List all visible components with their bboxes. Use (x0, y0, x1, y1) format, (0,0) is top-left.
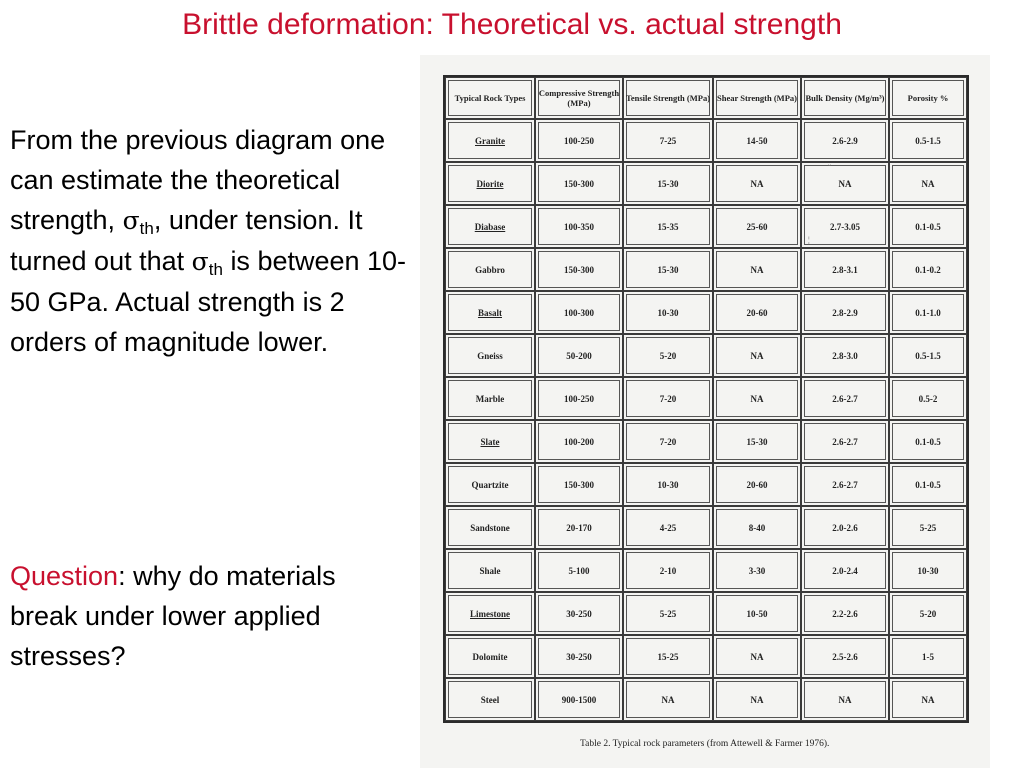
header-tensile-strength (623, 77, 713, 119)
cell-bulk-density: 2.0-2.6 (801, 506, 889, 549)
cell-bulk-density: 2.6-2.9 (801, 119, 889, 162)
table-row (445, 334, 967, 377)
cell-porosity: 0.1-1.0 (889, 291, 967, 334)
header-compressive-strength (535, 77, 623, 119)
cell-bulk-density: NA (801, 678, 889, 721)
cell-compressive-strength: 30-250 (535, 592, 623, 635)
table-header-row (445, 77, 967, 119)
explanation-part-2: , under tension. It turned out that (10, 205, 363, 276)
cell-porosity: NA (889, 678, 967, 721)
header-porosity-label: Porosity % (907, 93, 949, 103)
cell-tensile-strength: 4-25 (623, 506, 713, 549)
header-bulk-density-label: Bulk Density (Mg/m³) (805, 93, 885, 103)
rock-name-label: Sandstone (470, 522, 510, 533)
table-caption: Table 2. Typical rock parameters (from Attewell & Farmer 1976). (580, 739, 830, 749)
header-shear-strength (713, 77, 801, 119)
cell-porosity: NA (889, 162, 967, 205)
cell-compressive-strength: 100-300 (535, 291, 623, 334)
cell-bulk-density: 2.0-2.4 (801, 549, 889, 592)
table-row (445, 377, 967, 420)
cell-porosity: 0.1-0.5 (889, 420, 967, 463)
table-row (445, 506, 967, 549)
header-porosity (889, 77, 967, 119)
cell-porosity: 10-30 (889, 549, 967, 592)
cell-rock-name (445, 162, 535, 205)
cell-compressive-strength: 50-200 (535, 334, 623, 377)
cell-shear-strength: NA (713, 377, 801, 420)
cell-tensile-strength: 15-30 (623, 248, 713, 291)
cell-shear-strength: NA (713, 248, 801, 291)
rock-name-label: Shale (479, 565, 501, 576)
rock-name-label: Diabase (474, 221, 506, 232)
cell-tensile-strength: 7-20 (623, 420, 713, 463)
cell-shear-strength: 10-50 (713, 592, 801, 635)
cell-compressive-strength: 150-300 (535, 162, 623, 205)
cell-tensile-strength: 5-25 (623, 592, 713, 635)
table-row (445, 248, 967, 291)
cell-tensile-strength: 15-25 (623, 635, 713, 678)
table-row (445, 291, 967, 334)
cell-porosity: 0.1-0.5 (889, 463, 967, 506)
cell-bulk-density: 2.8-2.9 (801, 291, 889, 334)
cell-tensile-strength: 10-30 (623, 291, 713, 334)
explanation-text (10, 120, 410, 362)
cell-bulk-density: 2.7-3.05 (801, 205, 889, 248)
cell-porosity: 0.1-0.5 (889, 205, 967, 248)
cell-tensile-strength: 10-30 (623, 463, 713, 506)
cell-porosity: 5-20 (889, 592, 967, 635)
table-row (445, 678, 967, 721)
cell-rock-name (445, 463, 535, 506)
cell-porosity: 0.5-1.5 (889, 334, 967, 377)
cell-shear-strength: NA (713, 162, 801, 205)
cell-porosity: 0.1-0.2 (889, 248, 967, 291)
table-row (445, 420, 967, 463)
cell-rock-name (445, 119, 535, 162)
cell-shear-strength: 15-30 (713, 420, 801, 463)
cell-compressive-strength: 100-250 (535, 119, 623, 162)
cell-bulk-density: 2.6-2.7 (801, 420, 889, 463)
cell-rock-name (445, 377, 535, 420)
cell-compressive-strength: 100-250 (535, 377, 623, 420)
cell-rock-name (445, 635, 535, 678)
rock-name-label: Gneiss (477, 350, 503, 361)
cell-compressive-strength: 150-300 (535, 248, 623, 291)
table-row (445, 549, 967, 592)
cell-bulk-density: 2.5-2.6 (801, 635, 889, 678)
header-bulk-density (801, 77, 889, 119)
rock-name-label: Granite (475, 135, 505, 146)
sigma-subscript: th (139, 219, 154, 238)
header-rock-types-label: Typical Rock Types (454, 93, 526, 103)
table-row (445, 463, 967, 506)
cell-shear-strength: 8-40 (713, 506, 801, 549)
table-row (445, 592, 967, 635)
table-row (445, 205, 967, 248)
cell-compressive-strength: 100-350 (535, 205, 623, 248)
scan-speck: ˇ (828, 163, 831, 173)
cell-porosity: 0.5-2 (889, 377, 967, 420)
table-row (445, 635, 967, 678)
cell-porosity: 1-5 (889, 635, 967, 678)
cell-compressive-strength: 150-300 (535, 463, 623, 506)
cell-porosity: 5-25 (889, 506, 967, 549)
cell-compressive-strength: 30-250 (535, 635, 623, 678)
cell-rock-name (445, 506, 535, 549)
header-compressive-strength-label: Compressive Strength (MPa) (538, 88, 620, 108)
scan-speck: ¦ (808, 235, 810, 245)
cell-tensile-strength: 2-10 (623, 549, 713, 592)
cell-compressive-strength: 5-100 (535, 549, 623, 592)
cell-tensile-strength: 7-20 (623, 377, 713, 420)
explanation-part-3: is between 10-50 GPa. (10, 246, 407, 317)
rock-name-label: Gabbro (475, 264, 505, 275)
rock-name-label: Dolomite (472, 651, 508, 662)
cell-bulk-density: 2.8-3.0 (801, 334, 889, 377)
cell-compressive-strength: 900-1500 (535, 678, 623, 721)
cell-bulk-density: 2.8-3.1 (801, 248, 889, 291)
header-rock-types (445, 77, 535, 119)
scanned-table-image (420, 55, 990, 768)
cell-bulk-density: 2.6-2.7 (801, 377, 889, 420)
rock-name-label: Limestone (470, 608, 510, 619)
cell-shear-strength: 14-50 (713, 119, 801, 162)
cell-shear-strength: 20-60 (713, 291, 801, 334)
header-tensile-strength-label: Tensile Strength (MPa) (625, 93, 711, 103)
cell-rock-name (445, 248, 535, 291)
cell-tensile-strength: 5-20 (623, 334, 713, 377)
cell-shear-strength: NA (713, 678, 801, 721)
table-row (445, 119, 967, 162)
explanation-part-4: Actual strength is 2 orders of magnitude lower. (10, 287, 345, 357)
cell-rock-name (445, 334, 535, 377)
header-shear-strength-label: Shear Strength (MPa) (717, 93, 797, 103)
cell-shear-strength: NA (713, 635, 801, 678)
cell-rock-name (445, 592, 535, 635)
question-body: : why do materials break under lower applied stresses? (10, 561, 336, 671)
cell-tensile-strength: NA (623, 678, 713, 721)
cell-shear-strength: 3-30 (713, 549, 801, 592)
slide-title: Brittle deformation: Theoretical vs. actual strength (182, 8, 842, 41)
sigma-symbol: σ (191, 247, 209, 276)
cell-tensile-strength: 15-30 (623, 162, 713, 205)
cell-rock-name (445, 291, 535, 334)
cell-bulk-density: 2.6-2.7 (801, 463, 889, 506)
sigma-subscript: th (208, 260, 223, 279)
table-row (445, 162, 967, 205)
cell-porosity: 0.5-1.5 (889, 119, 967, 162)
cell-compressive-strength: 100-200 (535, 420, 623, 463)
cell-compressive-strength: 20-170 (535, 506, 623, 549)
cell-rock-name (445, 678, 535, 721)
cell-shear-strength: 25-60 (713, 205, 801, 248)
rock-name-label: Steel (480, 694, 500, 705)
rock-name-label: Marble (475, 393, 505, 404)
cell-bulk-density: 2.2-2.6 (801, 592, 889, 635)
cell-shear-strength: NA (713, 334, 801, 377)
question-label: Question (10, 561, 119, 591)
table-body (445, 119, 967, 721)
explanation-part-1: From the previous diagram one can estimate the theoretical strength, (10, 125, 386, 235)
rock-name-label: Quartzite (471, 479, 509, 490)
cell-rock-name (445, 205, 535, 248)
rock-name-label: Slate (480, 436, 500, 447)
cell-rock-name (445, 420, 535, 463)
cell-tensile-strength: 7-25 (623, 119, 713, 162)
cell-shear-strength: 20-60 (713, 463, 801, 506)
cell-tensile-strength: 15-35 (623, 205, 713, 248)
cell-rock-name (445, 549, 535, 592)
sigma-symbol: σ (122, 206, 140, 235)
rock-name-label: Basalt (477, 307, 502, 318)
cell-bulk-density: NA (801, 162, 889, 205)
rock-name-label: Diorite (476, 178, 504, 189)
question-text (10, 556, 410, 676)
rock-parameters-table (443, 75, 969, 723)
